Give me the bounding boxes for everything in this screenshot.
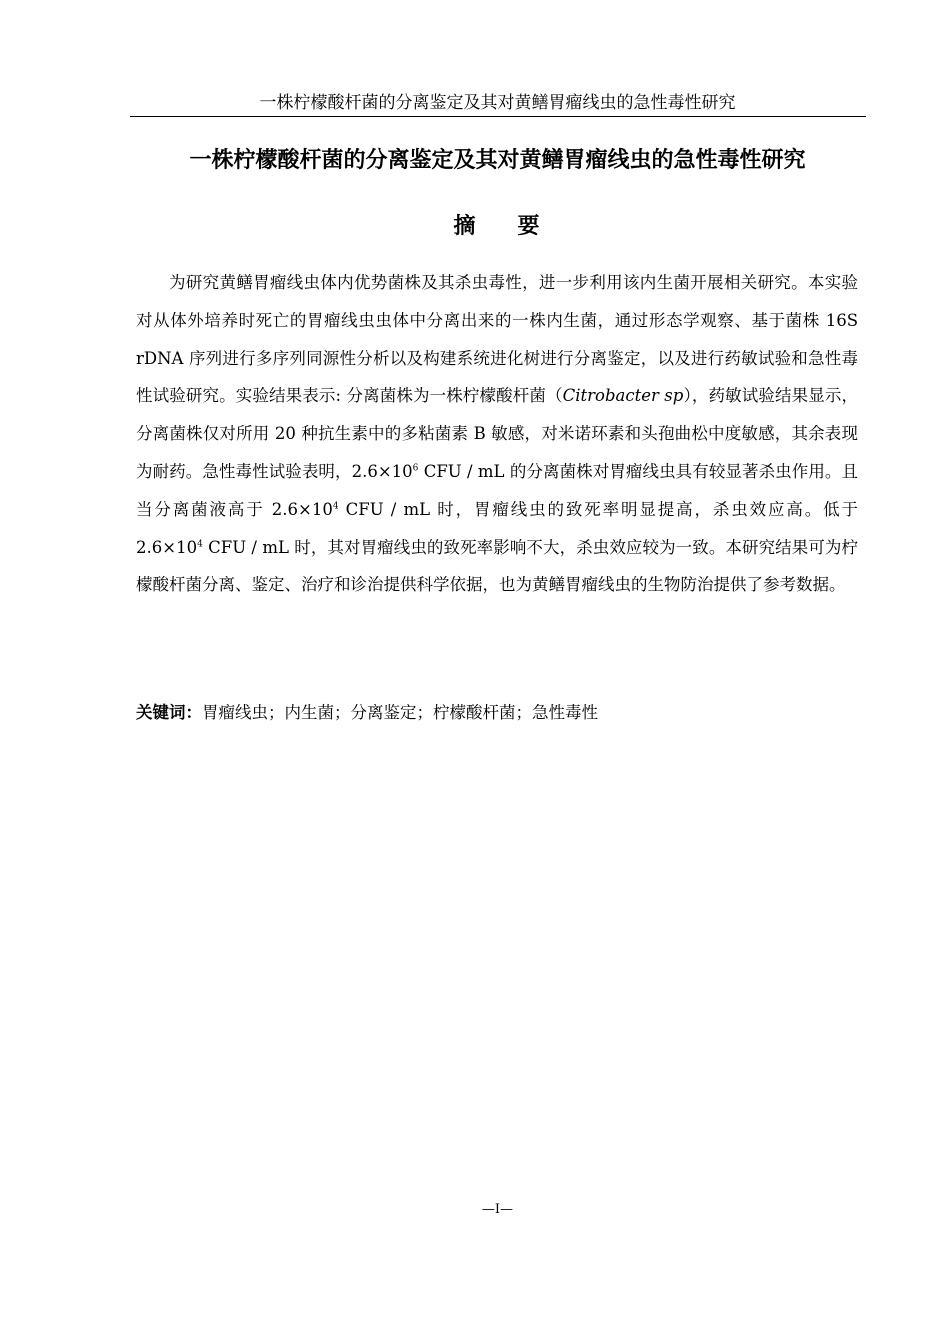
page-number: —I— (481, 1202, 514, 1217)
exponent-2: 4 (332, 501, 339, 512)
abstract-text-3: CFU / mL 的分离菌株对胃瘤线虫具有较显著杀虫作用。且当分离菌液高于 2.6×10 (136, 461, 859, 519)
keywords-text: 胃瘤线虫；内生菌；分离鉴定；柠檬酸杆菌；急性毒性 (202, 703, 598, 722)
exponent-3: 4 (197, 539, 203, 550)
abstract-heading (130, 210, 865, 244)
header-rule (130, 116, 866, 117)
species-name: Citrobacter sp (562, 386, 684, 406)
document-title: 一株柠檬酸杆菌的分离鉴定及其对黄鳝胃瘤线虫的急性毒性研究 (189, 148, 806, 173)
abstract-text-1: 为研究黄鳝胃瘤线虫体内优势菌株及其杀虫毒性，进一步利用该内生菌开展相关研究。本实验对从体外培养时死亡的胃瘤线虫虫体中分离出来的一株内生菌，通过形态学观察、基于菌株 16S rDNA 序列进行多序列同源性分析以及构建系统进化树进行分离鉴定，以及进行药敏试验和急性毒性试验研究。实验结果表示: 分离菌株为一株柠檬酸杆菌（ (136, 273, 858, 406)
exponent-1: 6 (412, 463, 419, 474)
keywords-label: 关键词： (136, 703, 202, 722)
running-header: 一株柠檬酸杆菌的分离鉴定及其对黄鳝胃瘤线虫的急性毒性研究 (259, 93, 736, 113)
abstract-body (136, 264, 858, 604)
abstract-heading-char-2: 要 (517, 214, 542, 239)
abstract-text-5: CFU / mL 时，其对胃瘤线虫的致死率影响不大，杀虫效应较为一致。本研究结果可为柠檬酸杆菌分离、鉴定、治疗和诊治提供科学依据，也为黄鳝胃瘤线虫的生物防治提供了参考数据。 (136, 537, 858, 595)
abstract-text-4: CFU / mL 时，胃瘤线虫的致死率明显提高，杀虫效应高。低于 2.6×10 (136, 499, 858, 557)
abstract-heading-char-1: 摘 (453, 214, 478, 239)
keywords (136, 698, 858, 728)
abstract-text-2: ），药敏试验结果显示，分离菌株仅对所用 20 种抗生素中的多粘菌素 B 敏感，对米诺环素和头孢曲松中度敏感，其余表现为耐药。急性毒性试验表明，2.6×10 (136, 386, 858, 481)
